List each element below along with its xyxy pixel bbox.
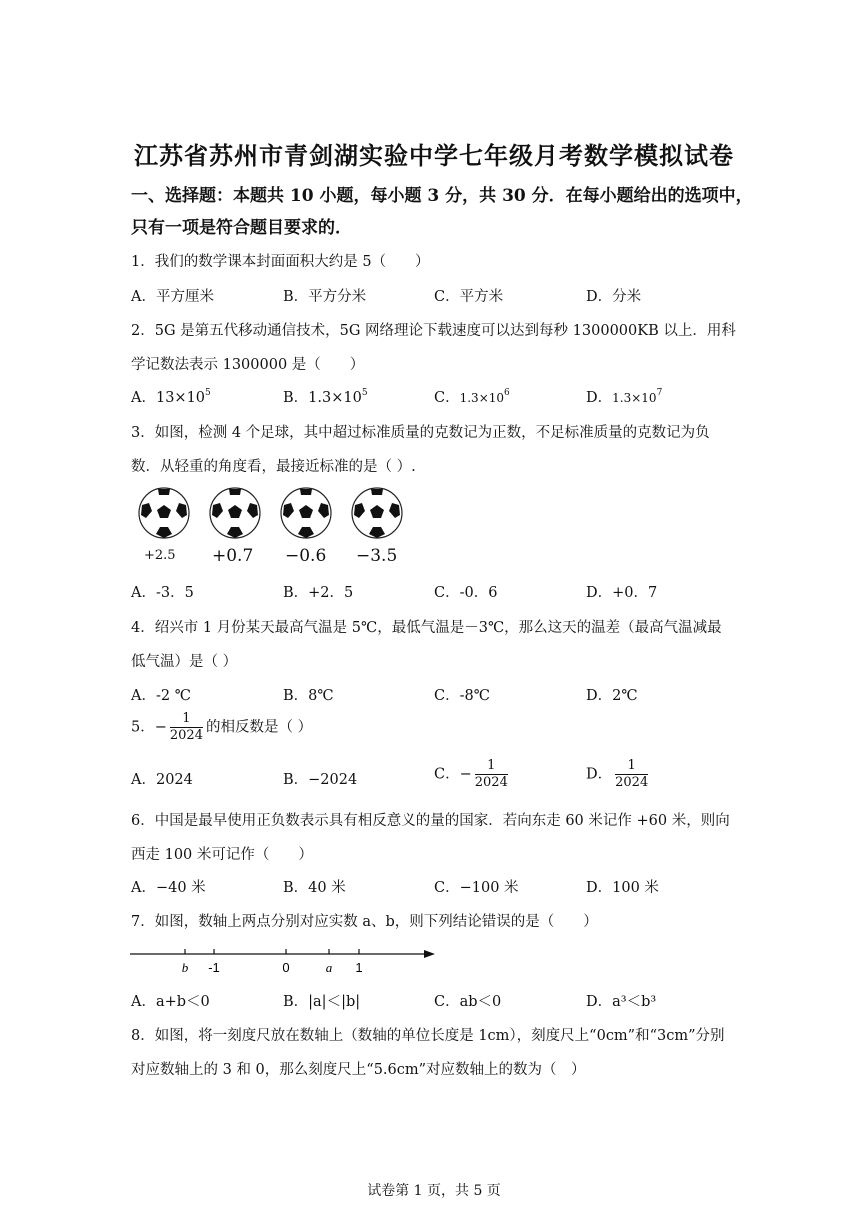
q7-option-d: D．a³＜b³ <box>586 994 657 1010</box>
q1-stem: 1．我们的数学课本封面面积大约是 5（ ） <box>131 254 430 270</box>
q6-stem-line1: 6．中国是最早使用正负数表示具有相反意义的量的国家．若向东走 60 米记作 +60 米，则向 <box>131 813 730 829</box>
q4-option-d: D．2℃ <box>586 688 638 704</box>
q2-option-a-base: 13×10 <box>155 390 206 406</box>
q4-option-a: A．-2 ℃ <box>131 688 191 704</box>
soccer-ball-icon <box>209 487 261 539</box>
q2-option-c-base: 1.3×10 <box>459 391 505 405</box>
ball-label: +0.7 <box>212 546 254 566</box>
q5-option-c-label: C． <box>434 766 460 783</box>
soccer-ball-icon <box>351 487 403 539</box>
q6-option-b: B．40 米 <box>283 880 346 896</box>
axis-label-neg1: -1 <box>208 960 220 975</box>
ball-label: −0.6 <box>285 546 327 566</box>
q7-option-c: C．ab＜0 <box>434 994 502 1010</box>
q6-option-c: C．−100 米 <box>434 880 519 896</box>
q8-stem-line1: 8．如图，将一刻度尺放在数轴上（数轴的单位长度是 1cm），刻度尺上“0cm”和“3cm”分别 <box>131 1028 725 1044</box>
q1-option-c: C．平方米 <box>434 289 504 305</box>
q5-option-c <box>434 758 511 791</box>
q8-stem-line2: 对应数轴上的 3 和 0，那么刻度尺上“5.6cm”对应数轴上的数为（ ） <box>131 1062 586 1078</box>
q2-option-d-label: D． <box>586 390 613 406</box>
q2-option-c-exp: 6 <box>504 388 510 398</box>
ball-label: +2.5 <box>144 548 176 563</box>
q5-denominator: 2024 <box>169 728 203 743</box>
q3-option-a: A．-3．5 <box>131 585 194 601</box>
q7-option-a: A．a+b＜0 <box>131 994 210 1010</box>
section-heading-line2: 只有一项是符合题目要求的． <box>131 218 352 238</box>
q2-stem-line1: 2．5G 是第五代移动通信技术，5G 网络理论下载速度可以达到每秒 1300000KB 以上．用科 <box>131 323 736 339</box>
q5-option-d-label: D． <box>586 766 613 783</box>
q3-stem-line2: 数．从轻重的角度看，最接近标准的是（ ）. <box>131 459 416 475</box>
q5-suffix: 的相反数是（ ） <box>205 719 313 736</box>
q5-option-d-fraction <box>615 758 648 791</box>
page-title: 江苏省苏州市青剑湖实验中学七年级月考数学模拟试卷 <box>134 141 734 170</box>
q6-stem-line2: 西走 100 米可记作（ ） <box>131 847 313 863</box>
q5-fraction <box>170 711 203 744</box>
q1-option-b: B．平方分米 <box>283 289 367 305</box>
q5-option-d-numerator: 1 <box>615 758 648 775</box>
q2-option-c <box>434 386 510 407</box>
q2-option-b-exp: 5 <box>361 388 368 398</box>
q2-option-a-exp: 5 <box>205 388 211 398</box>
q6-option-a: A．−40 米 <box>131 880 206 896</box>
q1-option-a: A．平方厘米 <box>131 289 214 305</box>
q3-option-c: C．-0．6 <box>434 585 498 601</box>
q2-stem-line2: 学记数法表示 1300000 是（ ） <box>131 357 365 373</box>
q5-stem <box>131 711 312 744</box>
q3-option-d: D．+0．7 <box>586 585 658 601</box>
q2-option-d-exp: 7 <box>656 388 663 398</box>
q2-option-b <box>283 386 368 407</box>
q2-option-b-label: B． <box>283 390 309 406</box>
q1-option-d: D．分米 <box>586 289 642 305</box>
q4-stem-line1: 4．绍兴市 1 月份某天最高气温是 5℃，最低气温是－3℃，那么这天的温差（最高气温减最 <box>131 620 722 636</box>
soccer-ball-icon <box>138 487 190 539</box>
q2-option-b-base: 1.3×10 <box>308 390 362 406</box>
q5-option-c-denominator: 2024 <box>474 775 508 790</box>
q7-option-b: B．|a|＜|b| <box>283 994 361 1010</box>
q7-stem: 7．如图，数轴上两点分别对应实数 a、b，则下列结论错误的是（ ） <box>131 914 598 930</box>
q2-option-a-label: A． <box>131 390 156 406</box>
q5-minus: − <box>154 719 167 736</box>
axis-label-a: a <box>325 960 333 975</box>
q5-option-d-denominator: 2024 <box>615 775 649 790</box>
axis-label-1: 1 <box>355 960 363 975</box>
q2-option-d <box>586 386 662 407</box>
q4-stem-line2: 低气温）是（ ） <box>131 654 238 670</box>
section-heading-line1: 一、选择题：本题共 10 小题，每小题 3 分，共 30 分．在每小题给出的选项中， <box>131 186 753 206</box>
q3-option-b: B．+2．5 <box>283 585 354 601</box>
q5-option-c-minus: − <box>459 766 472 783</box>
q4-option-b: B．8℃ <box>283 688 334 704</box>
q3-stem-line1: 3．如图，检测 4 个足球，其中超过标准质量的克数记为正数，不足标准质量的克数记为负 <box>131 425 710 441</box>
q2-option-a <box>131 386 211 407</box>
number-line <box>130 942 440 976</box>
q6-option-d: D．100 米 <box>586 880 659 896</box>
q5-numerator: 1 <box>170 711 203 728</box>
ball-label: −3.5 <box>356 546 398 566</box>
q5-option-c-numerator: 1 <box>475 758 508 775</box>
q2-option-c-label: C． <box>434 390 460 406</box>
soccer-ball-icon <box>280 487 332 539</box>
q5-option-c-fraction <box>475 758 508 791</box>
q4-option-c: C．-8℃ <box>434 688 490 704</box>
page-footer: 试卷第 1 页，共 5 页 <box>367 1183 501 1199</box>
q5-option-d <box>586 758 651 791</box>
q2-option-d-base: 1.3×10 <box>612 391 657 405</box>
q5-prefix: 5． <box>131 719 155 736</box>
axis-label-0: 0 <box>282 960 290 975</box>
q5-option-a: A．2024 <box>131 772 193 788</box>
q5-option-b: B．−2024 <box>283 772 358 788</box>
axis-label-b: b <box>181 960 189 975</box>
